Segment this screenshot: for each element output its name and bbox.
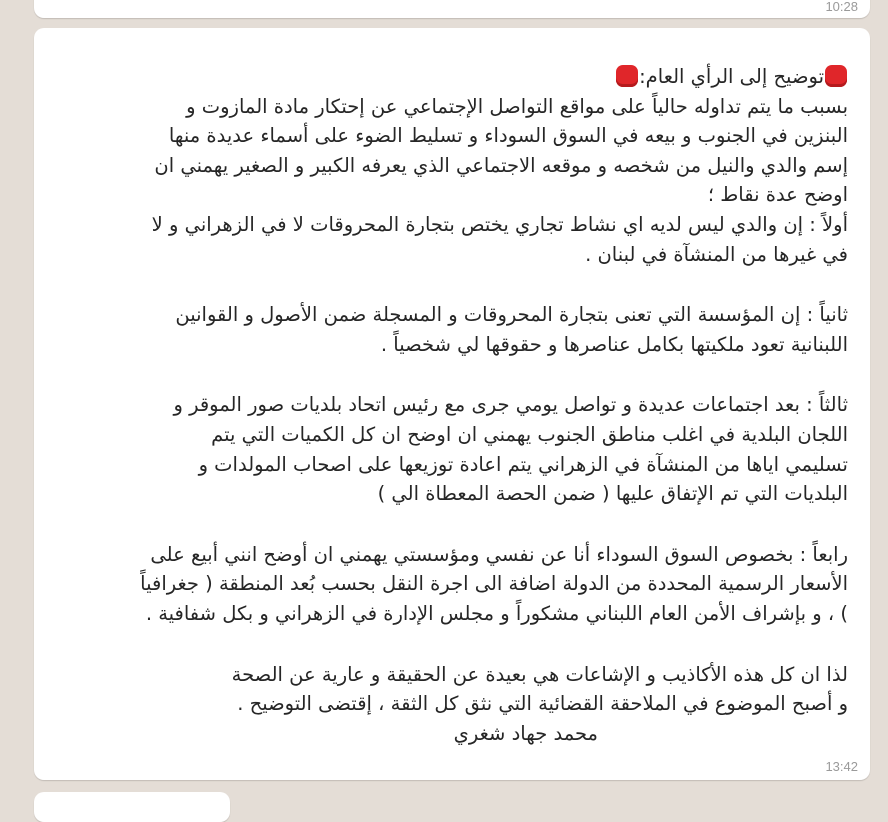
message-line: البلديات التي تم الإتفاق عليها ( ضمن الحصة المعطاة الي ): [377, 482, 848, 506]
paragraph-gap: [48, 359, 848, 390]
signature: محمد جهاد شغري: [453, 721, 598, 745]
message-line: ) ، و بإشراف الأمن العام اللبناني مشكوراً و مجلس الإدارة في الزهراني و بكل شفافية .: [145, 601, 848, 625]
paragraph: [48, 300, 848, 359]
message-bubble[interactable]: [34, 28, 870, 780]
message-time: 10:28: [825, 0, 858, 14]
message-line: في غيرها من المنشآة في لبنان .: [585, 242, 848, 266]
message-line: اللبنانية تعود ملكيتها بكامل عناصرها و حقوقها لي شخصياً .: [380, 332, 848, 356]
message-line: إسم والدي والنيل من شخصه و موقعه الاجتماعي الذي يعرفه الكبير و الصغير يهمني ان: [154, 153, 848, 177]
message-text: [48, 62, 848, 748]
message-line: و أصبح الموضوع في الملاحقة القضائية التي نثق كل الثقة ، إقتضى التوضيح .: [237, 692, 848, 716]
paragraph: [48, 540, 848, 629]
stop-sign-icon: [616, 65, 638, 87]
paragraph: [48, 660, 848, 719]
stop-sign-icon: [825, 65, 847, 87]
paragraph: [48, 390, 848, 508]
message-line: البنزين في الجنوب و بيعه في السوق السوداء و تسليط الضوء على أسماء عديدة منها: [168, 124, 848, 148]
message-line: اوضح عدة نقاط ؛: [707, 183, 848, 207]
paragraph-gap: [48, 269, 848, 300]
message-line: أولاً : إن والدي ليس لديه اي نشاط تجاري يختص بتجارة المحروقات لا في الزهراني و لا: [151, 212, 848, 236]
message-line: الأسعار الرسمية المحددة من الدولة اضافة الى اجرة النقل بحسب بُعد المنطقة ( جغرافياً: [140, 572, 848, 596]
message-line: رابعاً : بخصوص السوق السوداء أنا عن نفسي ومؤسستي يهمني ان أوضح انني أبيع على: [150, 542, 848, 566]
paragraph: [48, 92, 848, 270]
title-text: توضيح إلى الرأي العام:: [639, 65, 824, 88]
message-line: بسبب ما يتم تداوله حالياً على مواقع التواصل الإجتماعي عن إحتكار مادة المازوت و: [186, 94, 848, 118]
message-line: تسليمي اياها من المنشآة في الزهراني يتم اعادة توزيعها على اصحاب المولدات و: [198, 452, 848, 476]
message-line: لذا ان كل هذه الأكاذيب و الإشاعات هي بعيدة عن الحقيقة و عارية عن الصحة: [231, 662, 848, 686]
paragraph-gap: [48, 509, 848, 540]
message-line: ثالثاً : بعد اجتماعات عديدة و تواصل يومي جرى مع رئيس اتحاد بلديات صور الموقر و: [173, 393, 848, 417]
paragraph-gap: [48, 629, 848, 660]
message-time: 13:42: [825, 759, 858, 774]
next-message-bubble[interactable]: [34, 792, 230, 822]
previous-message-bubble[interactable]: [34, 0, 870, 18]
message-line: اللجان البلدية في اغلب مناطق الجنوب يهمني ان اوضح ان كل الكميات التي يتم: [211, 422, 848, 446]
message-line: ثانياً : إن المؤسسة التي تعنى بتجارة المحروقات و المسجلة ضمن الأصول و القوانين: [175, 303, 848, 327]
message-title: [48, 62, 848, 92]
